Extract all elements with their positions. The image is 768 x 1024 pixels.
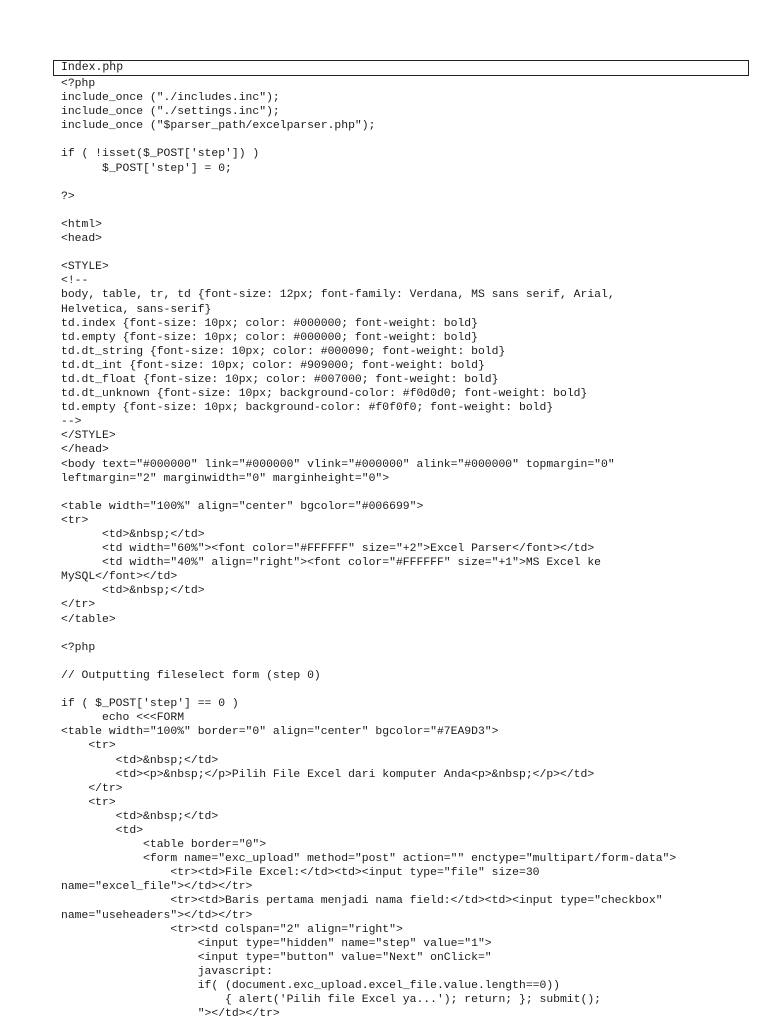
code-line: javascript: (61, 965, 273, 978)
code-line: <input type="hidden" name="step" value="1"> (61, 937, 492, 950)
code-line: </tr> (61, 599, 96, 612)
code-line: if( (document.exc_upload.excel_file.value.length==0)) (61, 980, 560, 992)
code-line: </table> (61, 613, 116, 626)
code-line: <td>&nbsp;</td> (61, 585, 205, 598)
code-line: </tr> (61, 782, 123, 795)
code-line: </STYLE> (61, 430, 116, 443)
code-line (61, 655, 761, 669)
code-line: <input type="button" value="Next" onClick=" (61, 951, 492, 964)
code-line: <table width="100%" align="center" bgcolor="#006699"> (61, 500, 424, 513)
code-line: body, table, tr, td {font-size: 12px; font-family: Verdana, MS sans serif, Arial, (61, 289, 615, 302)
code-line: <tr><td>Baris pertama menjadi nama field:</td><td><input type="checkbox" (61, 895, 663, 908)
code-line: td.empty {font-size: 10px; color: #000000; font-weight: bold} (61, 331, 478, 344)
code-line: if ( $_POST['step'] == 0 ) (61, 698, 239, 711)
code-line: <td> (61, 824, 144, 837)
code-line: td.dt_float {font-size: 10px; color: #007000; font-weight: bold} (61, 373, 499, 386)
code-line: <form name="exc_upload" method="post" action="" enctype="multipart/form-data"> (61, 853, 677, 866)
code-line: <STYLE> (61, 261, 109, 274)
code-line (61, 246, 761, 260)
code-line: $_POST['step'] = 0; (61, 162, 232, 175)
filename-header: Index.php (53, 60, 749, 76)
code-line: td.empty {font-size: 10px; background-color: #f0f0f0; font-weight: bold} (61, 402, 554, 415)
code-line: echo <<<FORM (61, 712, 185, 725)
code-line: MySQL</font></td> (61, 571, 178, 584)
code-line: include_once ("./includes.inc"); (61, 92, 280, 105)
code-line: <body text="#000000" link="#000000" vlink="#000000" alink="#000000" topmargin="0" (61, 458, 615, 471)
code-line: <td width="60%"><font color="#FFFFFF" size="+2">Excel Parser</font></td> (61, 543, 595, 556)
code-line (61, 627, 761, 641)
code-line: <tr> (61, 514, 89, 527)
code-line: "></td></tr> (61, 1008, 280, 1021)
code-line: <html> (61, 218, 103, 231)
code-line: <?php (61, 641, 96, 654)
code-line: <td><p>&nbsp;</p>Pilih File Excel dari komputer Anda<p>&nbsp;</p></td> (61, 768, 595, 781)
code-line: td.dt_int {font-size: 10px; color: #909000; font-weight: bold} (61, 359, 485, 372)
code-line: leftmargin="2" marginwidth="0" marginheight="0"> (61, 472, 390, 485)
code-line: { alert('Pilih file Excel ya...'); return; }; submit(); (61, 994, 602, 1007)
code-listing (61, 77, 761, 1021)
code-line: td.dt_string {font-size: 10px; color: #000090; font-weight: bold} (61, 345, 506, 358)
code-line (61, 176, 761, 190)
code-line: <tr> (61, 796, 116, 809)
code-line: td.dt_unknown {font-size: 10px; background-color: #f0d0d0; font-weight: bold} (61, 388, 588, 401)
code-line: <td>&nbsp;</td> (61, 529, 205, 541)
code-line: <td width="40%" align="right"><font color="#FFFFFF" size="+1">MS Excel ke (61, 557, 602, 570)
code-line: --> (61, 416, 82, 429)
code-line: <td>&nbsp;</td> (61, 810, 219, 823)
code-line (61, 133, 761, 147)
code-line: <tr><td>File Excel:</td><td><input type="file" size=30 (61, 867, 540, 880)
code-line: <table width="100%" border="0" align="center" bgcolor="#7EA9D3"> (61, 726, 499, 739)
code-line: <td>&nbsp;</td> (61, 754, 219, 767)
code-line: <tr> (61, 740, 116, 753)
code-line: <!-- (61, 275, 89, 288)
code-line: <?php (61, 78, 96, 90)
code-line: name="useheaders"></td></tr> (61, 909, 253, 922)
code-line: include_once ("$parser_path/excelparser.php"); (61, 120, 376, 133)
code-line: <table border="0"> (61, 839, 267, 852)
code-line: include_once ("./settings.inc"); (61, 106, 280, 119)
code-line: td.index {font-size: 10px; color: #000000; font-weight: bold} (61, 317, 478, 330)
code-line: </head> (61, 444, 109, 457)
code-line: name="excel_file"></td></tr> (61, 881, 253, 894)
code-line (61, 486, 761, 500)
code-line: ?> (61, 190, 75, 203)
code-line (61, 204, 761, 218)
code-line: if ( !isset($_POST['step']) ) (61, 148, 260, 161)
code-line: // Outputting fileselect form (step 0) (61, 669, 321, 682)
code-line: <tr><td colspan="2" align="right"> (61, 923, 403, 936)
code-line (61, 683, 761, 697)
code-line: <head> (61, 233, 103, 246)
code-line: Helvetica, sans-serif} (61, 303, 212, 316)
